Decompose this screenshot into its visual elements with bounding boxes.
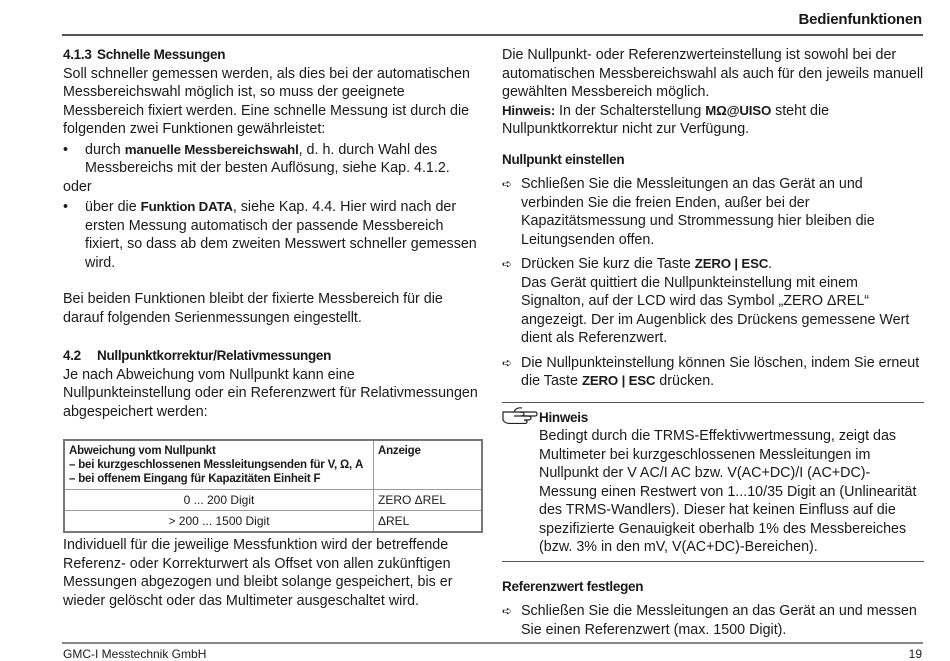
note-paragraph: Hinweis: In der Schalterstellung MΩ@UISO steht die Nullpunktkorrektur nicht zur Verfügung. [502, 102, 830, 137]
bullet-dot: • [63, 141, 69, 158]
step-detail: Das Gerät quittiert die Nullpunkteinstellung mit einem Signalton, auf der LCD wird das Symbol „ZERO ΔREL“ angezeigt. Der im Augenblick des Drückens gemessene Wert dient als Referenzwert. [521, 274, 910, 346]
section-title: Nullpunktkorrektur/Relativmessungen [97, 348, 332, 363]
instruction-step: ➪ Schließen Sie die Messleitungen an das Gerät an und messen Sie einen Referenzwert (max. 1500 Digit). [502, 603, 917, 638]
section-4-2-after-table: Individuell für die jeweilige Messfunktion wird der betreffende Referenz- oder Korrekturwert als Offset von allen zukünftigen Messungen abgezogen und bleibt solange gespeichert, bis er wieder gelöscht oder das Multimeter ausgeschaltet wird. [63, 537, 453, 609]
section-4-1-3-closing: Bei beiden Funktionen bleibt der fixierte Messbereich für die darauf folgenden Serienmessungen eingestellt. [63, 291, 443, 326]
note-label: Hinweis: [502, 102, 556, 118]
section-4-1-3-intro: Soll schneller gemessen werden, als dies bei der automatischen Messbereichswahl möglich ist, so muss der geeignete Messbereich fixiert werden. Eine schnelle Messung ist durch die folgenden zwei Funktionen gewährleistet: [63, 65, 470, 137]
section-title: Schnelle Messungen [97, 47, 226, 62]
table-header-cell: Abweichung vom Nullpunkt – bei kurzgeschlossenen Messleitungsenden für V, Ω, A – bei offenem Eingang für Kapazitäten Einheit F [64, 440, 374, 490]
switch-position-term: MΩ@UISO [705, 102, 772, 118]
bullet-dot: • [63, 199, 69, 215]
section-4-2-heading [63, 347, 483, 366]
page-number: 19 [908, 647, 922, 661]
instruction-step: ➪ Die Nullpunkteinstellung können Sie löschen, indem Sie erneut die Taste ZERO | ESC drücken. [502, 354, 920, 389]
right-intro: Die Nullpunkt- oder Referenzwerteinstellung ist sowohl bei der automatischen Messbereichswahl als auch für den jeweils manuell gewählten Messbereich möglich. [502, 47, 924, 100]
zero-offset-table [63, 439, 483, 533]
pointing-hand-icon [502, 406, 538, 430]
hint-title: Hinweis [539, 409, 588, 425]
section-4-1-3-heading [63, 46, 483, 65]
table-cell-display: ZERO ΔREL [374, 490, 483, 511]
bullet-item: • über die Funktion DATA, siehe Kap. 4.4. Hier wird nach der ersten Messung automatisch der passende Messbereich fixiert, so dass ab dem zweiten Messwert schneller gemessen wird. [63, 199, 477, 271]
arrow-right-icon: ➪ [502, 604, 513, 618]
or-text: oder [63, 178, 92, 195]
manual-range-term: manuelle Messbereichswahl [124, 141, 299, 157]
right-column [502, 46, 924, 639]
table-row [64, 490, 482, 511]
bullet-item: • durch manuelle Messbereichswahl, d. h. durch Wahl des Messbereichs mit der besten Auflösung, siehe Kap. 4.1.2. [63, 141, 450, 176]
page-header-title: Bedienfunktionen [798, 11, 922, 28]
instruction-step: ➪ Schließen Sie die Messleitungen an das Gerät an und verbinden Sie die freien Enden, außer bei der Kapazitätsmessung und Strommessung hier bleiben die Leitungsenden offen. [502, 176, 875, 248]
section-number: 4.2 [63, 348, 81, 363]
zero-esc-key: ZERO | ESC [581, 373, 656, 388]
footer-company: GMC-I Messtechnik GmbH [63, 647, 207, 661]
data-function-term: Funktion DATA [140, 199, 233, 214]
footer-rule [62, 642, 923, 644]
instruction-step: ➪ Drücken Sie kurz die Taste ZERO | ESC. Das Gerät quittiert die Nullpunkteinstellung mit einem Signalton, auf der LCD wird das Symbol „ZERO ΔREL“ angezeigt. Der im Augenblick des Drückens gemessene Wert dient als Referenzwert. [502, 255, 924, 348]
section-number: 4.1.3 [63, 47, 92, 62]
table-cell-range: 0 ... 200 Digit [64, 490, 374, 511]
arrow-right-icon: ➪ [502, 257, 513, 271]
left-column [63, 46, 483, 610]
arrow-right-icon: ➪ [502, 355, 513, 370]
header-rule [62, 34, 923, 36]
table-row [64, 511, 482, 533]
hint-text: Bedingt durch die TRMS-Effektivwertmessung, zeigt das Multimeter bei kurzgeschlossenen Messleitungen im Nullpunkt der V AC/I AC bzw. V(AC+DC)/I (AC+DC)-Messung einen Restwert von 1...10/35 Digit an (Unlinearität des TRMS-Wandlers). Dieser hat keinen Einfluss auf die spezifizierte Genauigkeit oberhalb 1% des Messbereiches (bzw. 3% in den mV, V(AC+DC)-Bereichen). [539, 428, 917, 555]
hint-rule [502, 561, 924, 562]
table-header-cell: Anzeige [374, 440, 483, 490]
arrow-right-icon: ➪ [502, 177, 513, 191]
hint-box [502, 409, 924, 557]
zero-esc-key: ZERO | ESC [694, 256, 769, 271]
hint-rule [502, 402, 924, 403]
section-4-2-intro: Je nach Abweichung vom Nullpunkt kann eine Nullpunkteinstellung oder ein Referenzwert für Relativmessungen abgespeichert werden: [63, 366, 478, 420]
table-cell-range: > 200 ... 1500 Digit [64, 511, 374, 533]
reference-set-heading: Referenzwert festlegen [502, 578, 644, 594]
table-header-row [64, 440, 482, 490]
zero-set-heading: Nullpunkt einstellen [502, 151, 625, 167]
table-cell-display: ΔREL [374, 511, 483, 533]
